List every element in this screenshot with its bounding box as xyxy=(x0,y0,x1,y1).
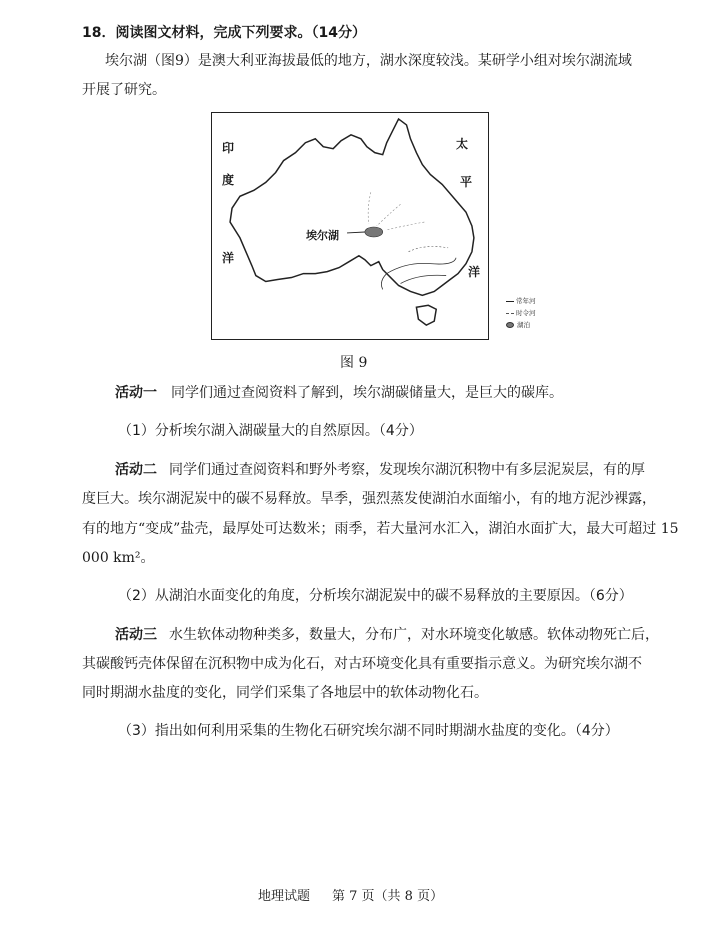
lake-eyre-shape xyxy=(365,227,383,237)
activity-3-line-2: 其碳酸钙壳体保留在沉积物中成为化石，对古环境变化具有重要指示意义。为研究埃尔湖不 xyxy=(82,656,642,672)
lake-leader-line xyxy=(347,232,365,233)
lake-icon xyxy=(506,322,514,328)
footer-page-number: 第 7 页（共 8 页） xyxy=(332,889,444,904)
legend-item-lake xyxy=(506,320,530,329)
footer-subject: 地理试题 xyxy=(258,889,311,904)
river-line xyxy=(387,258,456,274)
question-3: （3）指出如何利用采集的生物化石研究埃尔湖不同时期湖水盐度的变化。（4分） xyxy=(118,723,619,739)
river-line xyxy=(381,274,386,290)
activity-3-text-1: 水生软体动物种类多，数量大，分布广，对水环境变化敏感。软体动物死亡后， xyxy=(169,627,659,643)
page-footer xyxy=(258,888,443,906)
label-pacific-ocean-1: 太 xyxy=(456,137,469,151)
activity-2-title: 活动二 xyxy=(115,462,157,478)
label-indian-ocean-1: 印 xyxy=(222,141,235,155)
legend-label: 常年河 xyxy=(516,297,536,305)
question-1: （1）分析埃尔湖入湖碳量大的自然原因。（4分） xyxy=(118,423,423,439)
activity-2-line-3: 有的地方“变成”盐壳，最厚处可达数米；雨季，若大量河水汇入，湖泊水面扩大，最大可超过 15 xyxy=(82,521,679,537)
activity-2-line-4: 000 km²。 xyxy=(82,550,155,566)
activity-1-text: 同学们通过查阅资料了解到，埃尔湖碳储量大，是巨大的碳库。 xyxy=(171,385,563,401)
river-line xyxy=(377,204,401,226)
river-line xyxy=(408,246,448,251)
legend-label: 湖泊 xyxy=(517,321,530,329)
activity-2-line-2: 度巨大。埃尔湖泥炭中的碳不易释放。旱季，强烈蒸发使湖泊水面缩小，有的地方泥沙裸露， xyxy=(82,491,656,507)
activity-2-line-1 xyxy=(115,461,645,479)
figure-caption: 图 9 xyxy=(340,355,368,371)
activity-1-paragraph xyxy=(115,384,563,402)
activity-2-text-1: 同学们通过查阅资料和野外考察，发现埃尔湖沉积物中有多层泥炭层，有的厚 xyxy=(169,462,645,478)
river-line xyxy=(401,275,447,283)
seasonal-river-icon xyxy=(506,313,514,314)
question-2: （2）从湖泊水面变化的角度，分析埃尔湖泥炭中的碳不易释放的主要原因。（6分） xyxy=(118,588,633,604)
intro-line-2: 开展了研究。 xyxy=(82,82,166,98)
question-header: 18．阅读图文材料，完成下列要求。（14分） xyxy=(82,25,366,41)
river-line xyxy=(368,192,371,224)
perennial-river-icon xyxy=(506,301,514,302)
activity-1-title: 活动一 xyxy=(115,385,157,401)
legend-item-perennial-river xyxy=(506,296,536,305)
tasmania-outline xyxy=(416,305,436,325)
activity-3-line-1 xyxy=(115,626,659,644)
activity-3-title: 活动三 xyxy=(115,627,157,643)
activity-3-line-3: 同时期湖水盐度的变化，同学们采集了各地层中的软体动物化石。 xyxy=(82,685,488,701)
legend-item-seasonal-river xyxy=(506,308,536,317)
label-indian-ocean-2: 度 xyxy=(222,173,235,187)
river-line xyxy=(387,222,425,230)
label-pacific-ocean-3: 洋 xyxy=(468,265,481,279)
label-pacific-ocean-2: 平 xyxy=(460,175,473,189)
label-lake-eyre: 埃尔湖 xyxy=(306,229,339,242)
label-indian-ocean-3: 洋 xyxy=(222,251,235,265)
australia-coastline xyxy=(230,119,474,295)
intro-line-1: 埃尔湖（图9）是澳大利亚海拔最低的地方，湖水深度较浅。某研学小组对埃尔湖流域 xyxy=(105,53,632,69)
australia-outline-svg xyxy=(212,113,488,339)
australia-map xyxy=(211,112,489,340)
legend-label: 时令河 xyxy=(516,309,536,317)
